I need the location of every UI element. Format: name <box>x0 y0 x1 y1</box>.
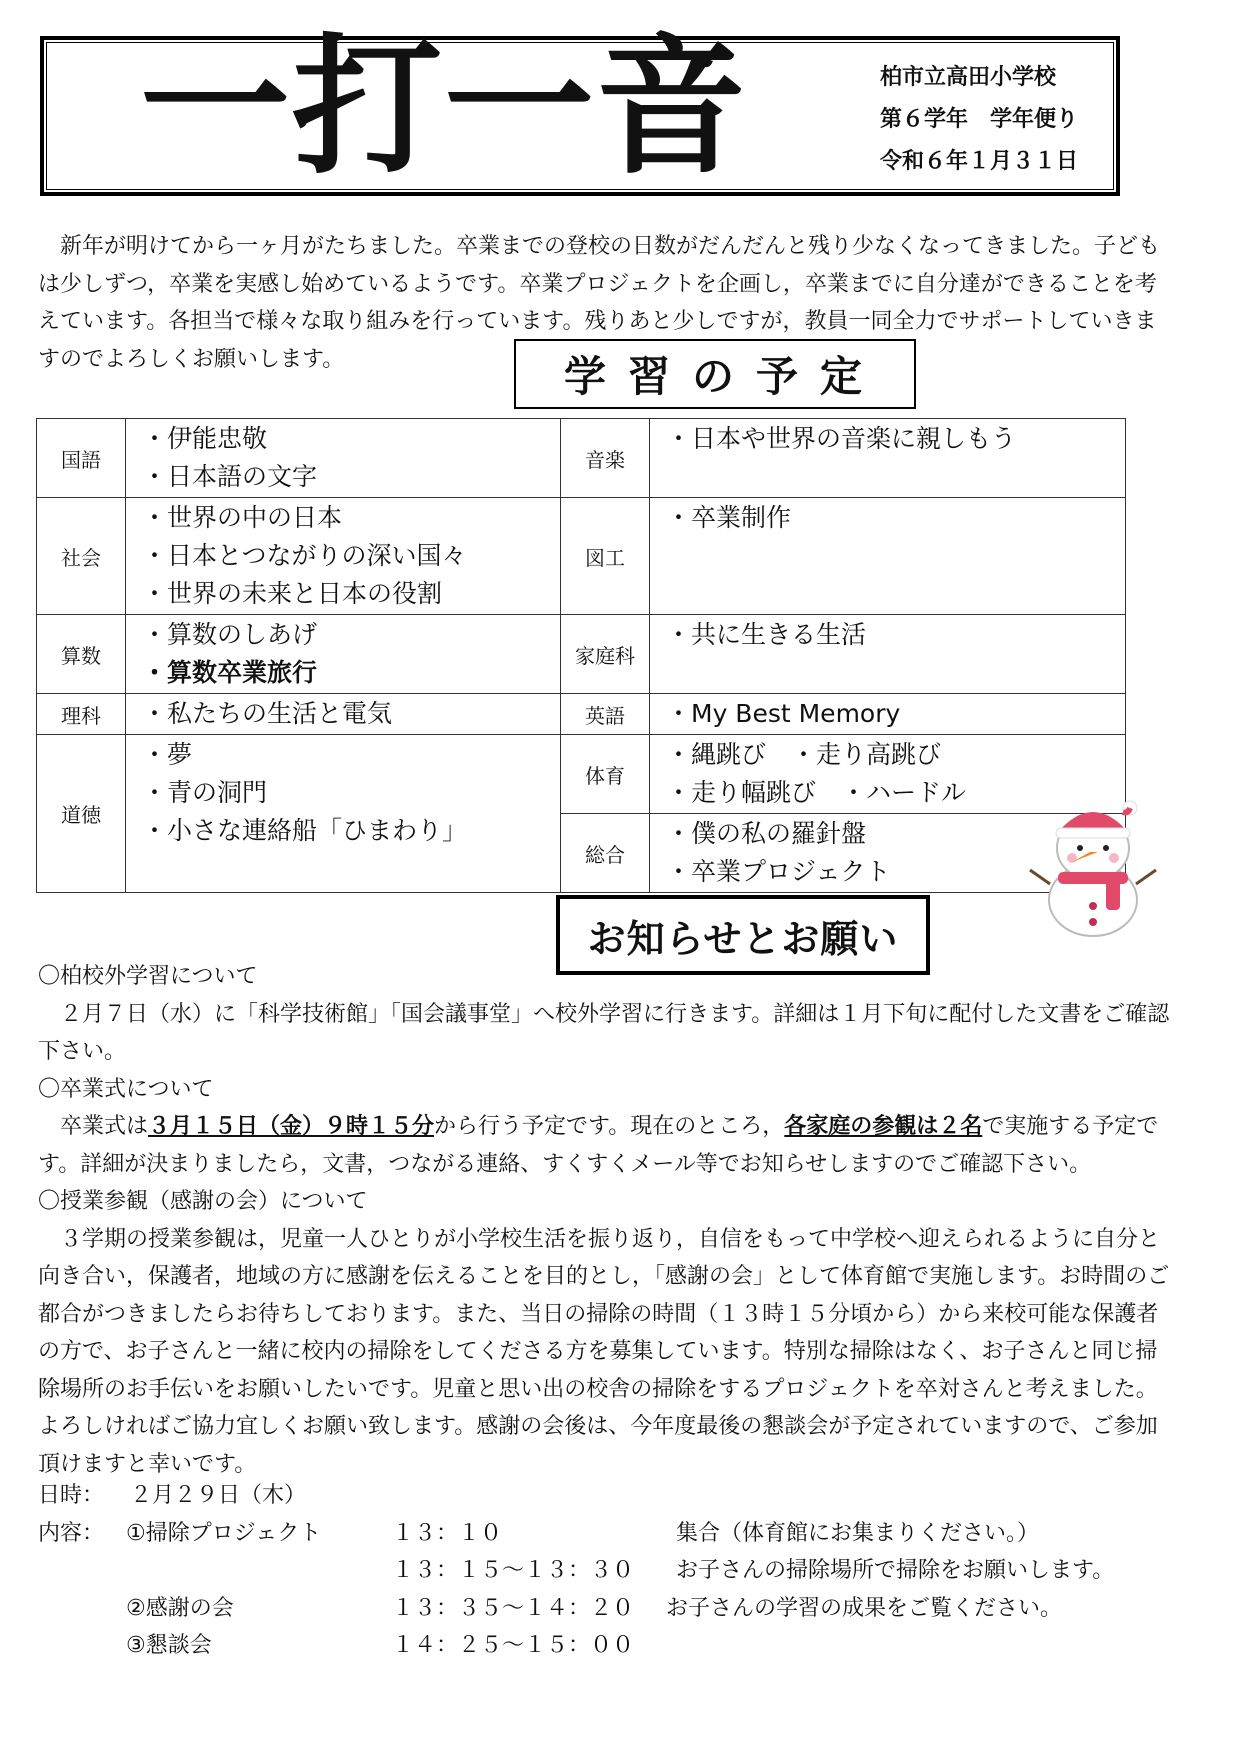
graduation-post: で実施する予定です。詳細が決まりましたら，文書，つながる連絡、すくすくメール等でお知らせしますのでご確認下さい。 <box>38 1114 1159 1177</box>
graduation-attendance: 各家庭の参観は２名 <box>784 1114 983 1139</box>
table-row <box>37 735 1126 814</box>
snowman-icon <box>1028 788 1158 938</box>
subject-cell: 国語 <box>37 419 126 498</box>
items-cell <box>650 419 1126 498</box>
schedule-item: ・僕の私の羅針盤 <box>666 819 867 848</box>
issue-date: 令和６年１月３１日 <box>880 149 1079 174</box>
schedule-item: ・共に生きる生活 <box>666 620 867 649</box>
field-trip-body: ２月７日（水）に「科学技術館」「国会議事堂」へ校外学習に行きます。詳細は１月下旬に配付した文書をご確認下さい。 <box>38 1001 1170 1064</box>
event-time: １４：２５～１５：００ <box>392 1633 635 1658</box>
event-date-value: ２月２９日（木） <box>130 1483 307 1508</box>
schedule-item: ・世界の未来と日本の役割 <box>142 579 443 608</box>
event-date-label: 日時： <box>38 1483 105 1508</box>
graduation-mid: から行う予定です。現在のところ， <box>434 1114 785 1139</box>
schedule-item: ・走り幅跳び ・ハードル <box>666 778 967 807</box>
schedule-item: ・日本や世界の音楽に親しもう <box>666 424 1017 453</box>
schedule-item: ・縄跳び ・走り高跳び <box>666 740 942 769</box>
schedule-item: ・世界の中の日本 <box>142 503 343 532</box>
schedule-item: ・卒業プロジェクト <box>666 857 891 886</box>
newsletter-title: 一打一音 <box>140 21 749 195</box>
field-trip-title: 〇柏校外学習について <box>38 964 258 989</box>
items-cell <box>126 694 561 735</box>
schedule-item: ・伊能忠敬 <box>142 424 268 453</box>
event-time: １３：１５～１３：３０ <box>392 1558 635 1583</box>
table-row <box>37 419 1126 498</box>
table-row <box>37 694 1126 735</box>
event-time: １３：３５～１４：２０ <box>392 1596 635 1621</box>
table-row <box>37 615 1126 694</box>
event-content-label: 内容： <box>38 1521 105 1546</box>
subject-cell: 総合 <box>561 814 650 893</box>
schedule-item: ・My Best Memory <box>666 699 901 728</box>
schedule-item: ・算数のしあげ <box>142 620 318 649</box>
subject-cell: 社会 <box>37 498 126 615</box>
subject-cell: 音楽 <box>561 419 650 498</box>
table-row <box>37 498 1126 615</box>
event-item: ①掃除プロジェクト <box>126 1521 322 1546</box>
schedule-item: ・夢 <box>142 740 193 769</box>
items-cell <box>126 498 561 615</box>
graduation-title: 〇卒業式について <box>38 1076 214 1102</box>
schedule-item: ・小さな連絡船「ひまわり」 <box>142 816 468 845</box>
subject-cell: 道徳 <box>37 735 126 893</box>
event-desc: お子さんの学習の成果をご覧ください。 <box>666 1596 1063 1621</box>
event-item: ②感謝の会 <box>126 1596 234 1621</box>
subject-cell: 算数 <box>37 615 126 694</box>
schedule-item: ・算数卒業旅行 <box>142 658 318 687</box>
items-cell <box>650 694 1126 735</box>
event-item: ③懇談会 <box>126 1633 212 1658</box>
subject-cell: 体育 <box>561 735 650 814</box>
event-time: １３：１０ <box>392 1521 503 1546</box>
observation-title: 〇授業参観（感謝の会）について <box>38 1189 368 1214</box>
schedule-item: ・日本とつながりの深い国々 <box>142 541 467 570</box>
intro-text: 新年が明けてから一ヶ月がたちました。卒業までの登校の日数がだんだんと残り少なくなってきました。子どもは少しずつ，卒業を実感し始めているようです。卒業プロジェクトを企画し，卒業までに自分達ができることを考えています。各担当で様々な取り組みを行っています。残りあと少しですが，教員一同全力でサポートしていきますのでよろしくお願いします。 <box>38 234 1161 372</box>
subject-cell: 図工 <box>561 498 650 615</box>
items-cell <box>650 498 1126 615</box>
schedule-item: ・卒業制作 <box>666 503 792 532</box>
notices-heading: お知らせとお願い <box>556 895 930 975</box>
items-cell <box>126 615 561 694</box>
items-cell <box>650 615 1126 694</box>
items-cell <box>126 419 561 498</box>
event-desc: お子さんの掃除場所で掃除をお願いします。 <box>676 1558 1115 1583</box>
schedule-item: ・青の洞門 <box>142 778 268 807</box>
graduation-body <box>38 1108 1178 1183</box>
school-name: 柏市立高田小学校 <box>880 65 1057 90</box>
observation-body: ３学期の授業参観は，児童一人ひとりが小学校生活を振り返り，自信をもって中学校へ迎えられるように自分と向き合い，保護者，地域の方に感謝を伝えることを目的とし，「感謝の会」として体育館で実施します。お時間のご都合がつきましたらお待ちしております。また、当日の掃除の時間（１３時１５分頃から）から来校可能な保護者の方で、お子さんと一緒に校内の掃除をしてくださる方を募集しています。特別な掃除はなく、お子さんと同じ掃除場所のお手伝いをお願いしたいです。児童と思い出の校舎の掃除をするプロジェクトを卒対さんと考えました。よろしければご協力宜しくお願い致します。感謝の会後は、今年度最後の懇談会が予定されていますので、ご参加頂けますと幸いです。 <box>38 1226 1170 1477</box>
subject-cell: 家庭科 <box>561 615 650 694</box>
items-cell <box>126 735 561 893</box>
schedule-item: ・日本語の文字 <box>142 462 318 491</box>
graduation-date: ３月１５日（金）９時１５分 <box>148 1114 435 1139</box>
notices-section <box>38 958 1178 1483</box>
schedule-table <box>36 418 1126 893</box>
event-desc: 集合（体育館にお集まりください。） <box>676 1521 1040 1546</box>
schedule-heading: 学習の予定 <box>514 339 916 409</box>
graduation-pre: 卒業式は <box>60 1114 149 1139</box>
schedule-item: ・私たちの生活と電気 <box>142 699 393 728</box>
grade-letter: 第６学年 学年便り <box>880 107 1079 132</box>
subject-cell: 英語 <box>561 694 650 735</box>
subject-cell: 理科 <box>37 694 126 735</box>
